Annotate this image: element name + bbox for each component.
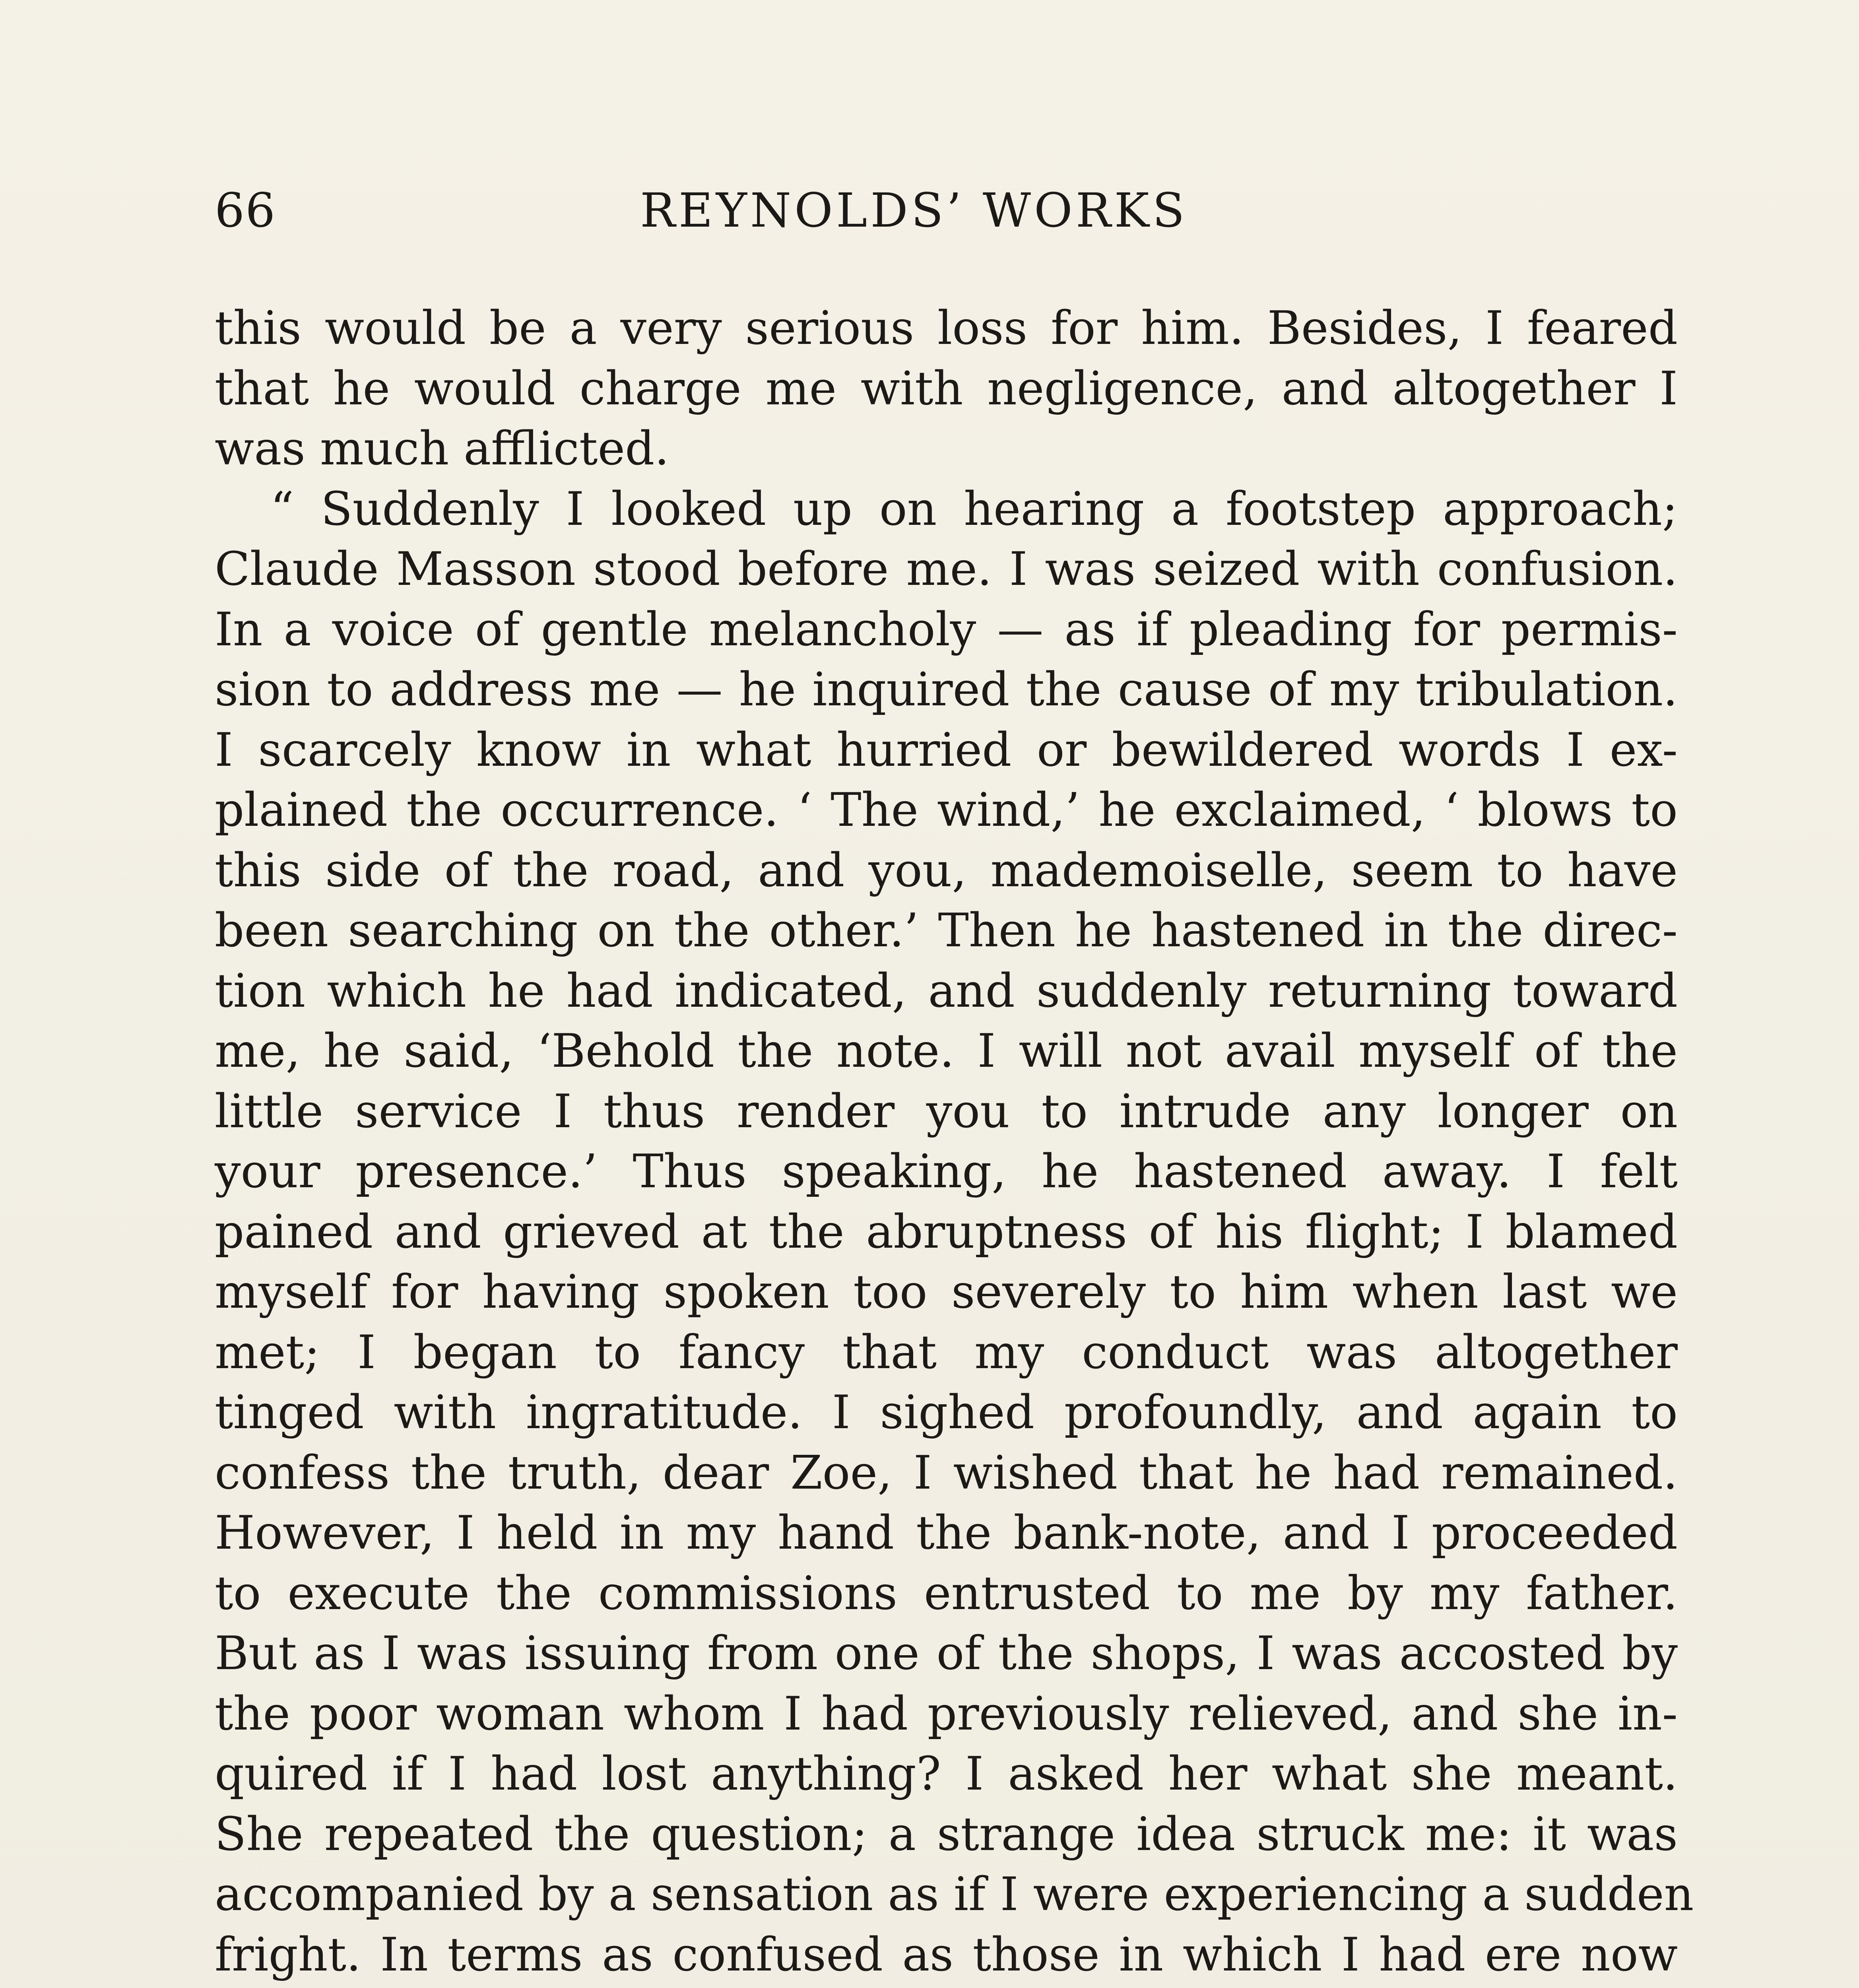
text-line: However, I held in my hand the bank-note, and I proceeded [215,1506,1678,1560]
text-line: your presence.’ Thus speaking, he hastened away. I felt [215,1145,1678,1198]
text-line: this would be a very serious loss for him. Besides, I feared [215,301,1678,355]
text-line: was much afflicted. [215,422,669,476]
text-line: this side of the road, and you, mademoiselle, seem to have [215,843,1678,897]
text-line: confess the truth, dear Zoe, I wished that he had remained. [215,1446,1678,1500]
text-line: little service I thus render you to intrude any longer on [215,1084,1678,1138]
text-line: In a voice of gentle melancholy — as if pleading for permis- [215,602,1678,656]
body-text [215,298,1694,1988]
text-line: quired if I had lost anything? I asked her what she meant. [215,1747,1678,1801]
text-line: the poor woman whom I had previously relieved, and she in- [215,1687,1678,1741]
text-line: tinged with ingratitude. I sighed profoundly, and again to [215,1386,1678,1439]
text-line: that he would charge me with negligence, and altogether I [215,361,1678,415]
running-head [215,183,1662,266]
text-line: me, he said, ‘Behold the note. I will not avail myself of the [215,1024,1678,1078]
text-line: She repeated the question; a strange idea struck me: it was [215,1807,1678,1861]
text-line: I scarcely know in what hurried or bewildered words I ex- [215,723,1678,777]
text-line: sion to address me — he inquired the cause of my tribulation. [215,663,1678,716]
text-line: met; I began to fancy that my conduct was altogether [215,1325,1678,1379]
text-line [215,1985,1678,1988]
running-title: REYNOLDS’ WORKS [640,183,1188,238]
text-line: accompanied by a sensation as if I were experiencing a sudden [215,1868,1694,1921]
text-line: pained and grieved at the abruptness of his flight; I blamed [215,1205,1678,1259]
text-line: Claude Masson stood before me. I was seized with confusion. [215,542,1678,596]
text-line: tion which he had indicated, and suddenly returning toward [215,964,1678,1018]
text-line: to execute the commissions entrusted to me by my father. [215,1566,1678,1620]
text-line: fright. In terms as confused as those in which I had ere now [215,1928,1678,1982]
page-number: 66 [215,183,276,238]
text-line: “ Suddenly I looked up on hearing a footstep approach; [270,482,1678,536]
text-line: been searching on the other.’ Then he hastened in the direc- [215,904,1678,957]
text-line: myself for having spoken too severely to him when last we [215,1265,1678,1319]
text-line: plained the occurrence. ‘ The wind,’ he exclaimed, ‘ blows to [215,783,1678,837]
text-line: But as I was issuing from one of the shops, I was accosted by [215,1627,1678,1680]
